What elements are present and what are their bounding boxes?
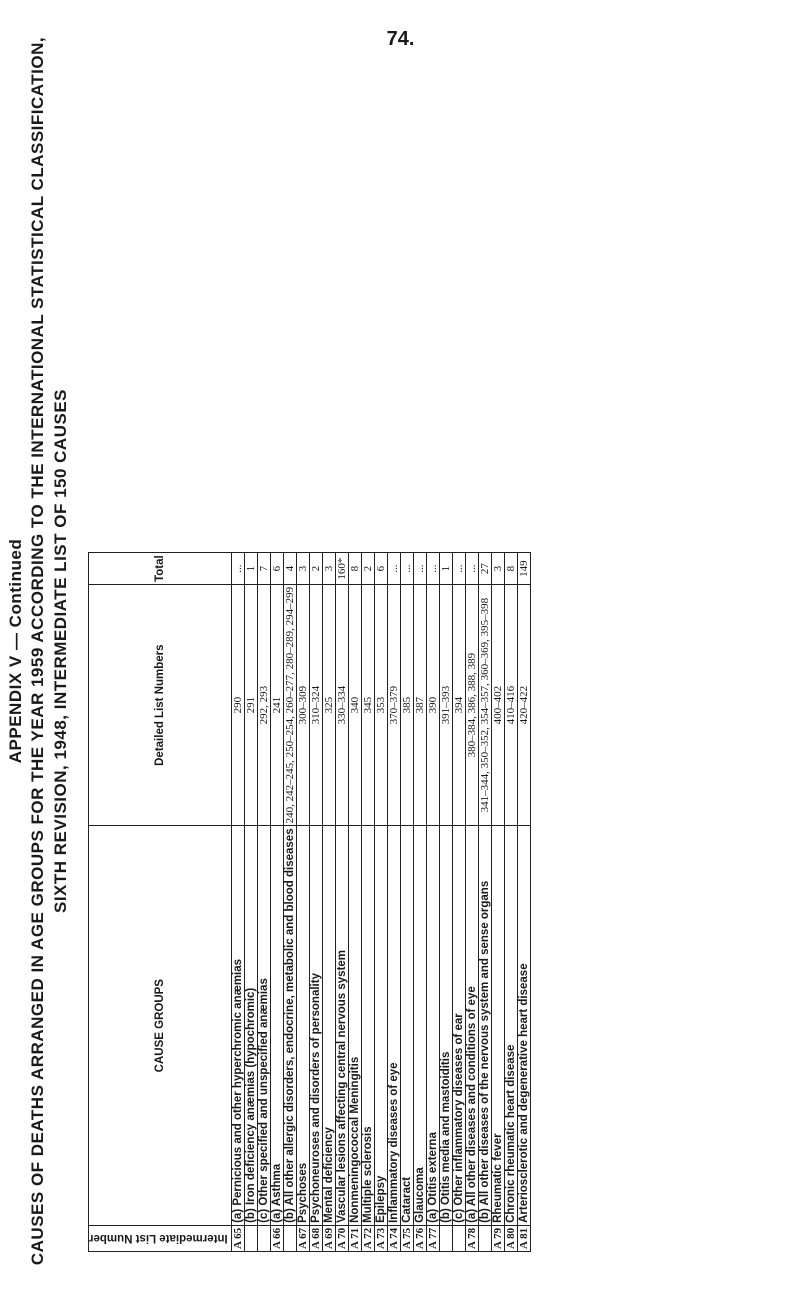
cell-total: 8 — [504, 553, 517, 585]
table-row — [257, 553, 270, 1252]
cell-detailed: 330–334 — [335, 584, 348, 826]
cell-inter — [439, 1225, 452, 1251]
table-title: CAUSES OF DEATHS ARRANGED IN AGE GROUPS FOR THE YEAR 1959 ACCORDING TO THE INTERNATIONAL STATISTICAL CLASSIFICATION, — [28, 36, 47, 1266]
cell-cause: Glaucoma — [413, 826, 426, 1226]
cell-inter: A 74 — [387, 1225, 400, 1251]
cell-cause: (a) Pernicious and other hyperchromic anæmias — [231, 826, 244, 1226]
table-row — [478, 553, 491, 1252]
cell-total: 2 — [361, 553, 374, 585]
cell-total: 6 — [374, 553, 387, 585]
cell-cause: (c) Other specified and unspecified anæmias — [257, 826, 270, 1226]
cell-cause: Epilepsy — [374, 826, 387, 1226]
table-row — [309, 553, 322, 1252]
page-number: 74. — [386, 28, 415, 50]
cell-detailed: 394 — [452, 584, 465, 826]
col-cause: CAUSE GROUPS — [89, 826, 232, 1226]
cell-total: 160* — [335, 553, 348, 585]
cell-total: 1 — [244, 553, 257, 585]
cell-inter: A 75 — [400, 1225, 413, 1251]
table-row — [452, 553, 465, 1252]
cell-total: 4 — [283, 553, 296, 585]
cell-cause: Psychoneuroses and disorders of personality — [309, 826, 322, 1226]
cell-detailed: 310–324 — [309, 584, 322, 826]
table-row — [244, 553, 257, 1252]
table-row — [296, 553, 309, 1252]
cell-inter: A 80 — [504, 1225, 517, 1251]
table-row — [465, 553, 478, 1252]
table-row — [387, 553, 400, 1252]
cell-detailed: 391–393 — [439, 584, 452, 826]
table-row — [283, 553, 296, 1252]
cell-detailed: 291 — [244, 584, 257, 826]
cell-inter: A 73 — [374, 1225, 387, 1251]
cell-total: ... — [426, 553, 439, 585]
cell-cause: Vascular lesions affecting central nervous system — [335, 826, 348, 1226]
cell-cause: (c) Other inflammatory diseases of ear — [452, 826, 465, 1226]
cell-cause: Chronic rheumatic heart disease — [504, 826, 517, 1226]
cell-cause: Arteriosclerotic and degenerative heart disease — [517, 826, 530, 1226]
cell-total: ... — [413, 553, 426, 585]
cell-inter — [257, 1225, 270, 1251]
cell-inter: A 78 — [465, 1225, 478, 1251]
table-row — [400, 553, 413, 1252]
cell-inter — [283, 1225, 296, 1251]
cell-inter: A 77 — [426, 1225, 439, 1251]
cell-total: ... — [400, 553, 413, 585]
table-row — [335, 553, 348, 1252]
cell-inter — [244, 1225, 257, 1251]
cell-total: ... — [452, 553, 465, 585]
cell-inter: A 66 — [270, 1225, 283, 1251]
table-row — [322, 553, 335, 1252]
cell-cause: Multiple sclerosis — [361, 826, 374, 1226]
table-row — [348, 553, 361, 1252]
cell-cause: Mental deficiency — [322, 826, 335, 1226]
cell-cause: (b) All other diseases of the nervous system and sense organs — [478, 826, 491, 1226]
col-detailed: Detailed List Numbers — [89, 584, 232, 826]
cell-total: 7 — [257, 553, 270, 585]
col-total: Total — [89, 553, 232, 585]
cell-inter: A 79 — [491, 1225, 504, 1251]
cell-cause: (b) Iron deficiency anæmias (hypochromic) — [244, 826, 257, 1226]
cell-total: ... — [387, 553, 400, 585]
table-row — [491, 553, 504, 1252]
table-row — [270, 553, 283, 1252]
cell-total: 3 — [296, 553, 309, 585]
cell-cause: Psychoses — [296, 826, 309, 1226]
cell-inter: A 65 — [231, 1225, 244, 1251]
cell-detailed: 420–422 — [517, 584, 530, 826]
cell-detailed: 240, 242–245, 250–254, 260–277, 280–289, 294–299 — [283, 584, 296, 826]
cell-inter: A 71 — [348, 1225, 361, 1251]
cell-cause: Nonmeningococcal Meningitis — [348, 826, 361, 1226]
table-row — [374, 553, 387, 1252]
cell-detailed: 385 — [400, 584, 413, 826]
cell-inter: A 68 — [309, 1225, 322, 1251]
cell-total: 3 — [491, 553, 504, 585]
cell-detailed: 345 — [361, 584, 374, 826]
table-row — [439, 553, 452, 1252]
table-row — [413, 553, 426, 1252]
cell-cause: (b) All other allergic disorders, endocrine, metabolic and blood diseases — [283, 826, 296, 1226]
cell-total: 149 — [517, 553, 530, 585]
cell-cause: Cataract — [400, 826, 413, 1226]
cell-total: ... — [465, 553, 478, 585]
cell-inter: A 81 — [517, 1225, 530, 1251]
cell-detailed: 410–416 — [504, 584, 517, 826]
cell-detailed: 390 — [426, 584, 439, 826]
cell-total: 6 — [270, 553, 283, 585]
cell-total: 2 — [309, 553, 322, 585]
cell-detailed: 292, 293 — [257, 584, 270, 826]
cell-cause: Rheumatic fever — [491, 826, 504, 1226]
col-intermediate: Intermediate List Number — [89, 1225, 232, 1251]
cell-cause: (a) Asthma — [270, 826, 283, 1226]
cell-detailed: 300–309 — [296, 584, 309, 826]
cell-cause: (a) All other diseases and conditions of eye — [465, 826, 478, 1226]
cell-detailed: 380–384, 386, 388, 389 — [465, 584, 478, 826]
appendix-title: APPENDIX V — Continued — [6, 538, 25, 764]
cell-inter: A 70 — [335, 1225, 348, 1251]
cell-cause: (b) Otitis media and mastoiditis — [439, 826, 452, 1226]
table-subtitle: SIXTH REVISION, 1948, INTERMEDIATE LIST OF 150 CAUSES — [51, 389, 70, 914]
deaths-table — [88, 252, 531, 1252]
cell-total: 8 — [348, 553, 361, 585]
cell-inter: A 76 — [413, 1225, 426, 1251]
cell-inter: A 69 — [322, 1225, 335, 1251]
cell-detailed: 241 — [270, 584, 283, 826]
cell-inter — [452, 1225, 465, 1251]
cell-total: 3 — [322, 553, 335, 585]
table-row — [504, 553, 517, 1252]
cell-inter: A 72 — [361, 1225, 374, 1251]
cell-detailed: 353 — [374, 584, 387, 826]
cell-total: 1 — [439, 553, 452, 585]
cell-detailed: 387 — [413, 584, 426, 826]
table-row — [231, 553, 244, 1252]
cell-detailed: 341–344, 350–352, 354–357, 360–369, 395–398 — [478, 584, 491, 826]
cell-detailed: 340 — [348, 584, 361, 826]
cell-total: 27 — [478, 553, 491, 585]
cell-detailed: 400–402 — [491, 584, 504, 826]
cell-total: ... — [231, 553, 244, 585]
cell-inter — [478, 1225, 491, 1251]
cell-inter: A 67 — [296, 1225, 309, 1251]
cell-detailed: 325 — [322, 584, 335, 826]
cell-detailed: 370–379 — [387, 584, 400, 826]
cell-cause: (a) Otitis externa — [426, 826, 439, 1226]
cell-cause: Inflammatory diseases of eye — [387, 826, 400, 1226]
header-row — [89, 553, 232, 1252]
table-row — [361, 553, 374, 1252]
table-row — [426, 553, 439, 1252]
cell-detailed: 290 — [231, 584, 244, 826]
table-row — [517, 553, 530, 1252]
